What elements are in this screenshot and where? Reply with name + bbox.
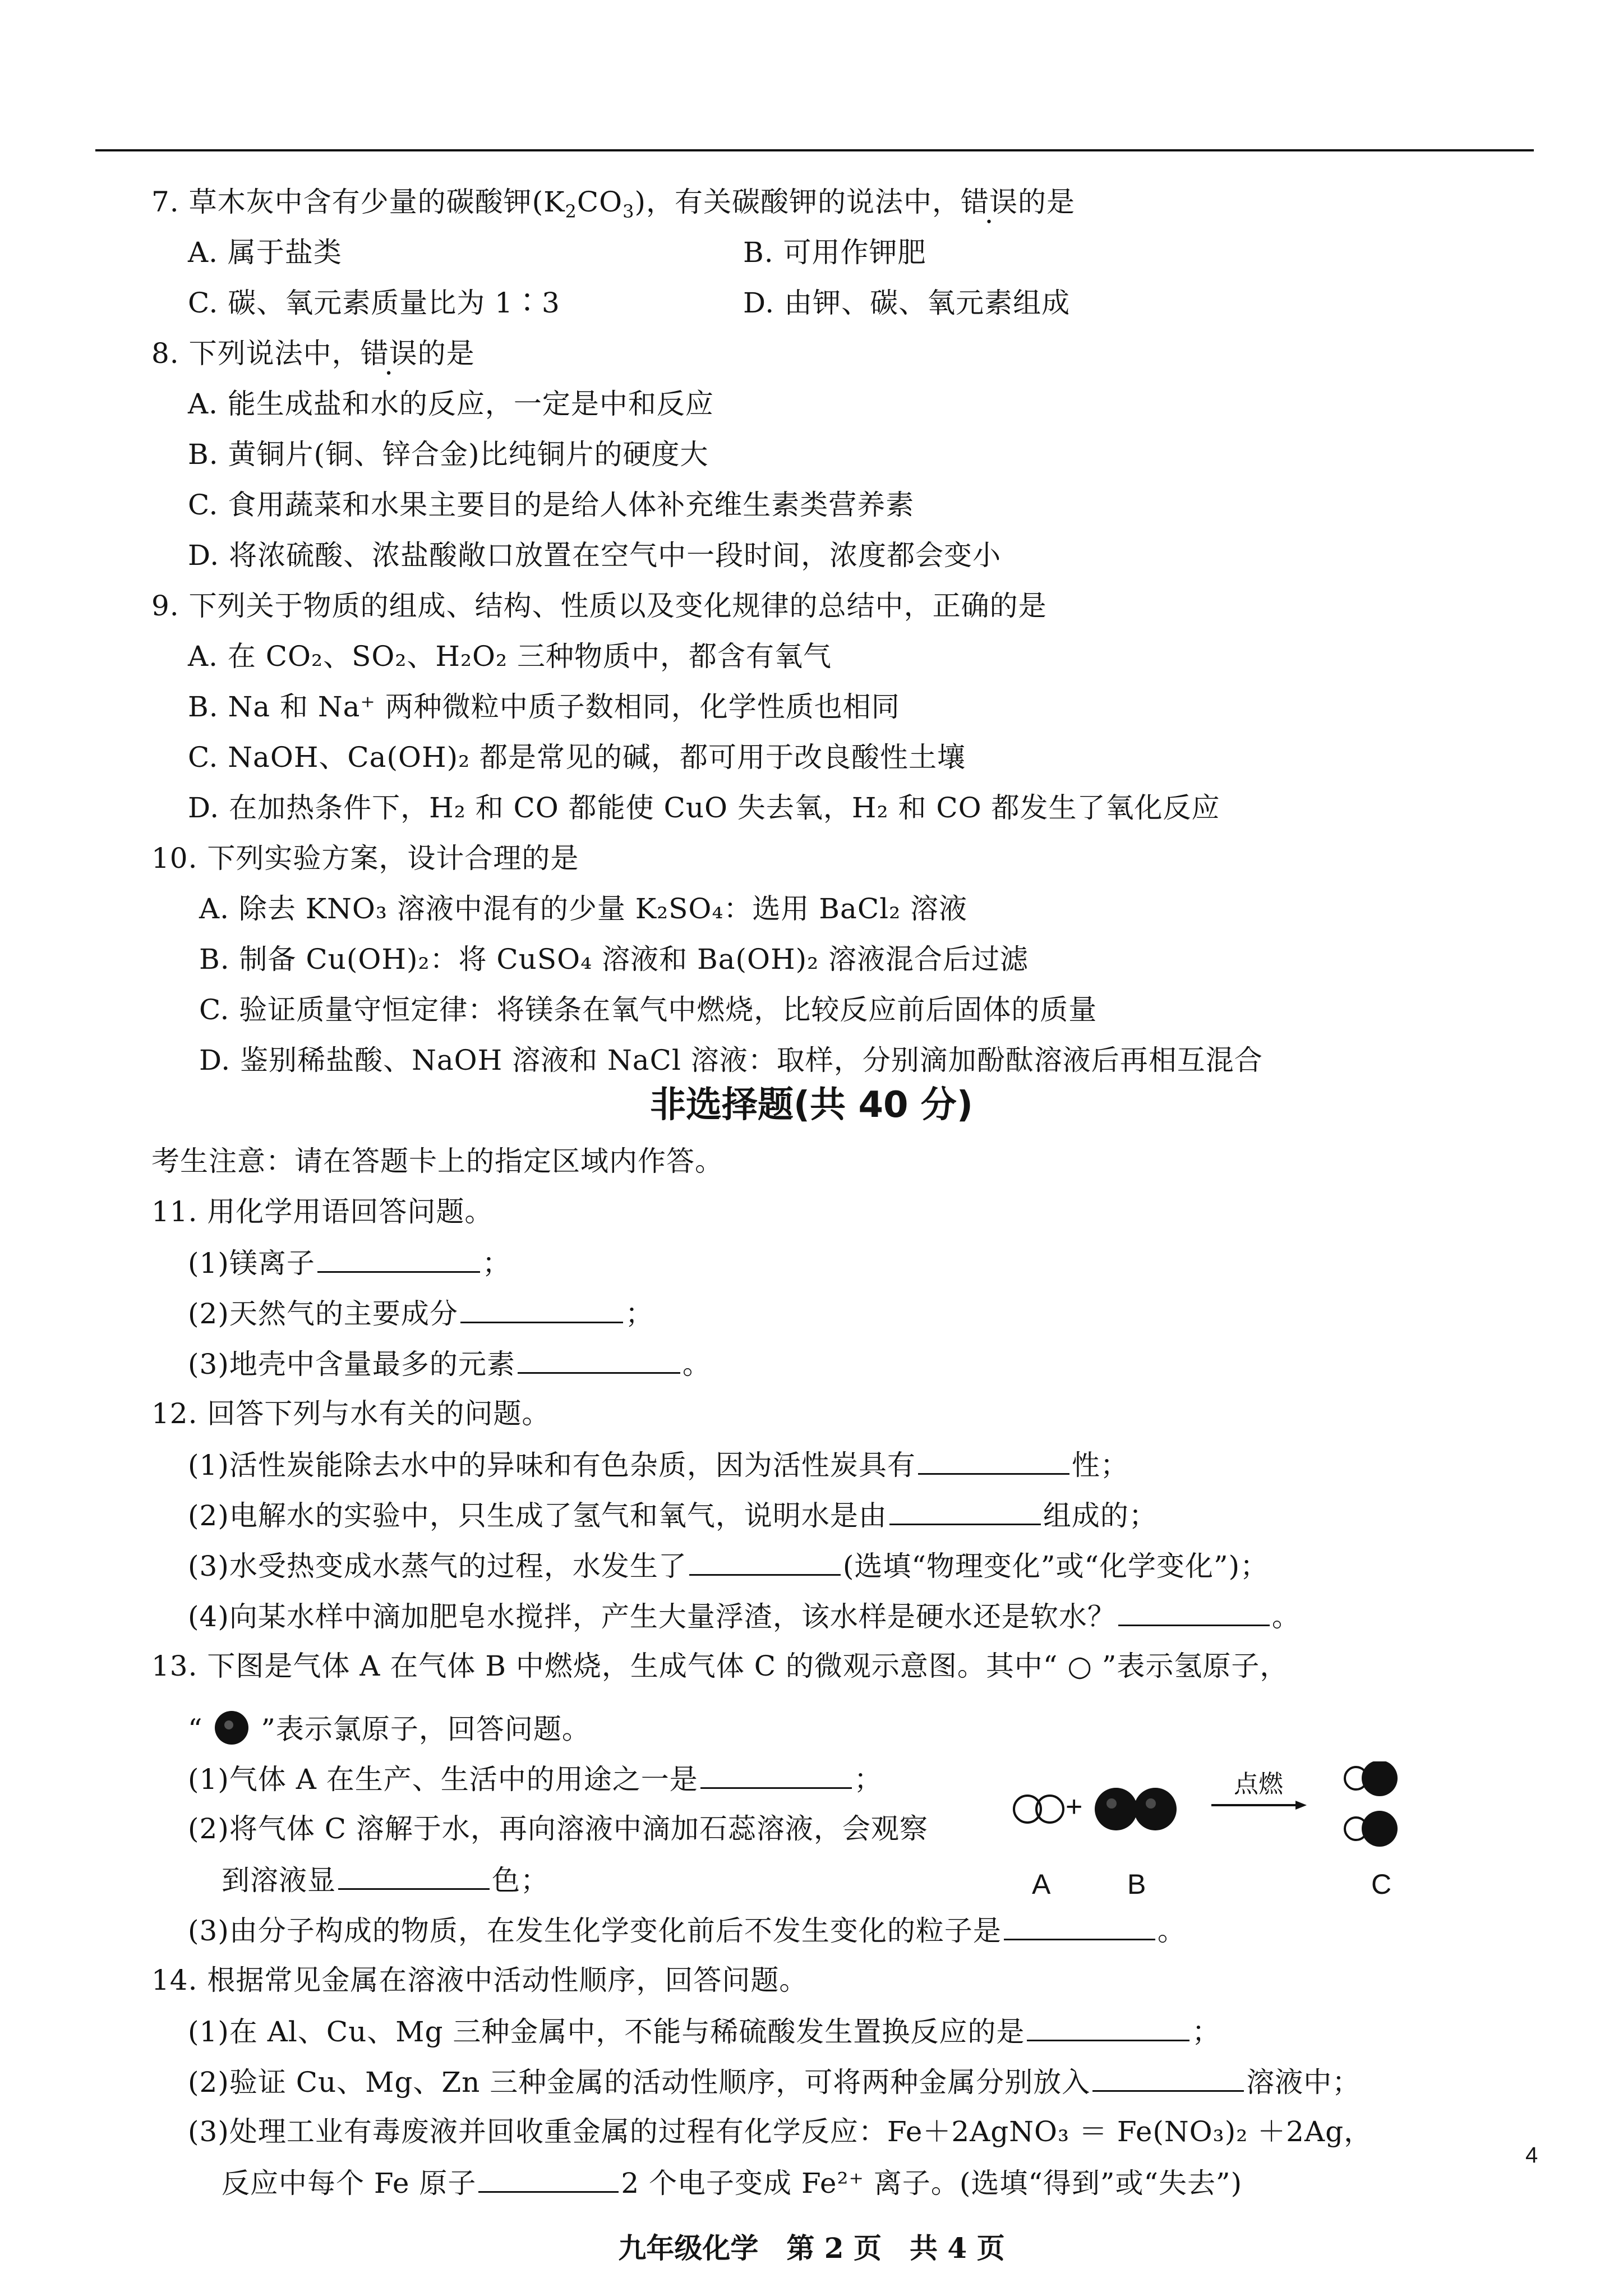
q14-part-3: (3)处理工业有毒废液并回收重金属的过程有化学反应：Fe＋2AgNO₃ ＝ Fe(NO₃)₂ ＋2Ag，: [188, 2115, 1373, 2148]
answer-blank: [889, 1498, 1041, 1525]
emphasis-mark: 错误: [960, 186, 1018, 218]
q7-option-c: C. 碳、氧元素质量比为 1∶3: [188, 287, 560, 319]
answer-blank: [338, 1862, 490, 1890]
hydrogen-chloride-molecule-icon: [1345, 1811, 1398, 1847]
q13-part-1: (1)气体 A 在生产、生活中的用途之一是 ；: [188, 1761, 883, 1796]
answer-blank: [1027, 2014, 1189, 2041]
q12-part-2: (2)电解水的实验中，只生成了氢气和氧气，说明水是由 组成的；: [188, 1498, 1158, 1533]
q13-part-3: (3)由分子构成的物质，在发生化学变化前后不发生变化的粒子是 。: [188, 1913, 1186, 1948]
q14-part-2: (2)验证 Cu、Mg、Zn 三种金属的活动性顺序，可将两种金属分别放入 溶液中；: [188, 2064, 1361, 2099]
q11-part-1: (1)镁离子 ；: [188, 1245, 511, 1280]
q11-part-2: (2)天然气的主要成分 ；: [188, 1296, 654, 1331]
label-b: B: [1127, 1869, 1146, 1900]
emphasis-mark: 错误: [360, 337, 418, 370]
q9-option-c: C. NaOH、Ca(OH)₂ 都是常见的碱，都可用于改良酸性土壤: [188, 741, 966, 774]
q9-option-b: B. Na 和 Na⁺ 两种微粒中质子数相同，化学性质也相同: [188, 691, 900, 723]
q7-option-b: B. 可用作钾肥: [743, 236, 926, 269]
q8-option-b: B. 黄铜片(铜、锌合金)比纯铜片的硬度大: [188, 438, 709, 471]
section-title: 非选择题(共 40 分): [649, 1084, 974, 1126]
q13-part-2b: 到溶液显 色；: [222, 1862, 549, 1897]
page-footer: 九年级化学 第 2 页 共 4 页: [618, 2231, 1005, 2265]
q8-stem: 8. 下列说法中，错误的是: [151, 337, 475, 370]
q8-option-a: A. 能生成盐和水的反应，一定是中和反应: [188, 388, 714, 420]
hydrogen-chloride-molecule-icon: [1345, 1761, 1398, 1796]
plus-sign: +: [1066, 1791, 1083, 1823]
q7-stem: 7. 草木灰中含有少量的碳酸钾$(K_2CO_3)$，有关碳酸钾的说法中，错误的是: [151, 186, 1075, 222]
answer-blank: [478, 2165, 619, 2193]
q12-stem: 12. 回答下列与水有关的问题。: [151, 1397, 551, 1430]
answer-blank: [460, 1296, 623, 1323]
q9-stem: 9. 下列关于物质的组成、结构、性质以及变化规律的总结中，正确的是: [151, 590, 1047, 622]
label-a: A: [1032, 1869, 1051, 1900]
q7-option-d: D. 由钾、碳、氧元素组成: [743, 287, 1071, 319]
q13-legend: “ ”表示氯原子，回答问题。: [188, 1708, 591, 1755]
reaction-diagram: [1009, 1761, 1436, 1907]
answer-blank: [1092, 2064, 1244, 2092]
q8-option-c: C. 食用蔬菜和水果主要目的是给人体补充维生素类营养素: [188, 489, 915, 521]
reaction-arrow-icon: [1211, 1801, 1307, 1810]
hydrogen-molecule-icon: [1014, 1796, 1063, 1823]
answer-blank: [700, 1761, 852, 1789]
q10-option-c: C. 验证质量守恒定律：将镁条在氧气中燃烧，比较反应前后固体的质量: [199, 993, 1098, 1026]
q7-option-a: A. 属于盐类: [188, 236, 342, 269]
q9-option-a: A. 在 CO₂、SO₂、H₂O₂ 三种物质中，都含有氧气: [188, 640, 832, 673]
chlorine-molecule-icon: [1095, 1788, 1177, 1830]
chlorine-atom-icon: [212, 1708, 251, 1755]
q11-stem: 11. 用化学用语回答问题。: [151, 1195, 494, 1228]
q10-stem: 10. 下列实验方案，设计合理的是: [151, 842, 579, 875]
answer-blank: [1118, 1599, 1270, 1626]
q12-part-4: (4)向某水样中滴加肥皂水搅拌，产生大量浮渣，该水样是硬水还是软水？ 。: [188, 1599, 1301, 1634]
reaction-condition: 点燃: [1234, 1770, 1283, 1798]
q14-part-1: (1)在 Al、Cu、Mg 三种金属中，不能与稀硫酸发生置换反应的是 ；: [188, 2014, 1220, 2049]
answer-blank: [1004, 1913, 1155, 1940]
q8-option-d: D. 将浓硫酸、浓盐酸敞口放置在空气中一段时间，浓度都会变小: [188, 539, 1002, 572]
q11-part-3: (3)地壳中含量最多的元素 。: [188, 1346, 711, 1381]
q13-part-2: (2)将气体 C 溶解于水，再向溶液中滴加石蕊溶液，会观察: [188, 1812, 928, 1845]
q12-part-1: (1)活性炭能除去水中的异味和有色杂质，因为活性炭具有 性；: [188, 1447, 1129, 1482]
q12-part-3: (3)水受热变成水蒸气的过程，水发生了 (选填“物理变化”或“化学变化”)；: [188, 1548, 1269, 1583]
q10-option-b: B. 制备 Cu(OH)₂：将 CuSO₄ 溶液和 Ba(OH)₂ 溶液混合后过滤: [199, 943, 1029, 976]
q14-stem: 14. 根据常见金属在溶液中活动性顺序，回答问题。: [151, 1964, 808, 1996]
answer-blank: [317, 1245, 480, 1273]
answer-blank: [918, 1447, 1069, 1475]
header-rule: [95, 149, 1534, 151]
answer-blank: [689, 1548, 841, 1576]
label-c: C: [1371, 1869, 1392, 1900]
reaction-diagram-svg: [1009, 1761, 1436, 1862]
notice: 考生注意：请在答题卡上的指定区域内作答。: [151, 1145, 723, 1177]
q10-option-a: A. 除去 KNO₃ 溶液中混有的少量 K₂SO₄：选用 BaCl₂ 溶液: [199, 892, 968, 925]
page-number: 4: [1525, 2143, 1538, 2168]
q10-option-d: D. 鉴别稀盐酸、NaOH 溶液和 NaCl 溶液：取样，分别滴加酚酞溶液后再相互混合: [199, 1044, 1263, 1076]
q14-part-3b: 反应中每个 Fe 原子 2 个电子变成 Fe²⁺ 离子。(选填“得到”或“失去”): [222, 2165, 1242, 2200]
answer-blank: [518, 1346, 680, 1374]
q13-stem: 13. 下图是气体 A 在气体 B 中燃烧，生成气体 C 的微观示意图。其中“ ○ ”表示氢原子，: [151, 1650, 1289, 1682]
q9-option-d: D. 在加热条件下，H₂ 和 CO 都能使 CuO 失去氧，H₂ 和 CO 都发生了氧化反应: [188, 792, 1220, 824]
